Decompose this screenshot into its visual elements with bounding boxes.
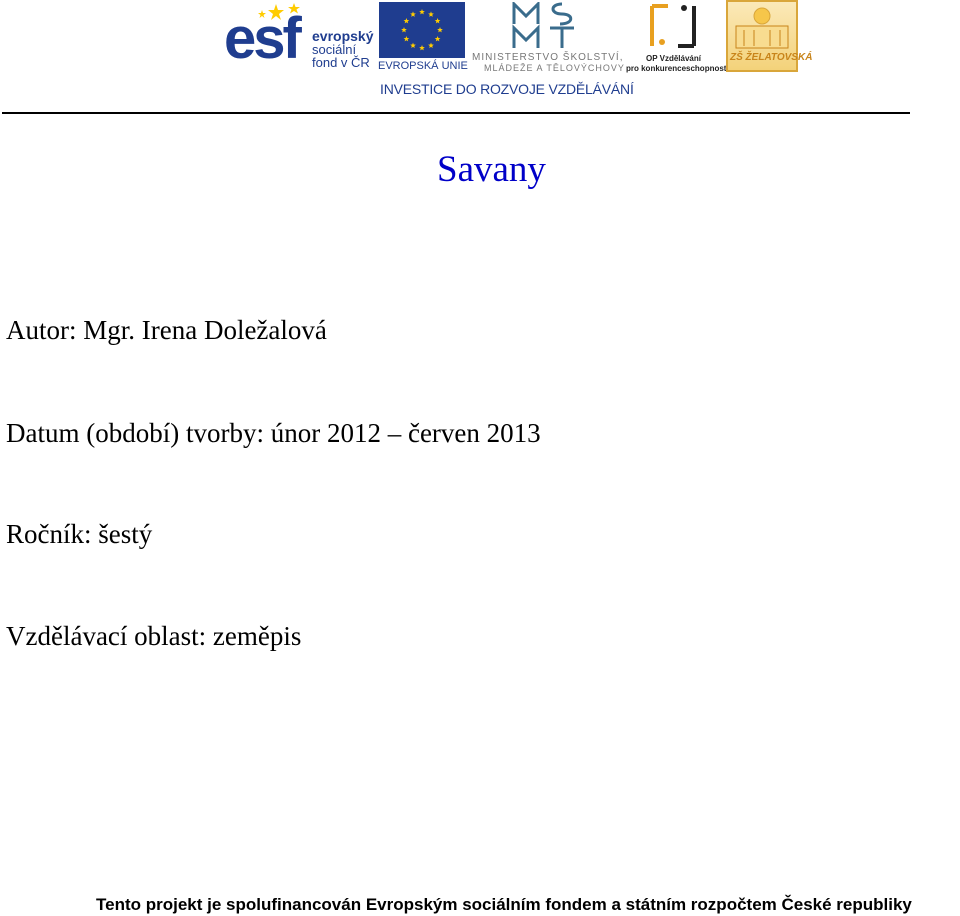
page-title: Savany [437,149,546,190]
msmt-line-2: MLÁDEŽE A TĚLOVÝCHOVY [484,63,625,73]
msmt-line-1: MINISTERSTVO ŠKOLSTVÍ, [472,52,624,63]
funding-footer: Tento projekt je spolufinancován Evropským sociálním fondem a státním rozpočtem České republiky [96,895,912,914]
esf-text [312,30,373,69]
esf-line-1: evropský [312,28,374,44]
eu-logo [378,2,466,72]
zs-building-icon [728,4,796,50]
eu-label: EVROPSKÁ UNIE [378,60,468,72]
investice-tagline: INVESTICE DO ROZVOJE VZDĚLÁVÁNÍ [380,81,634,97]
esf-line-2: sociální [312,42,357,57]
eu-flag-icon [379,2,465,58]
area-line: Vzdělávací oblast: zeměpis [6,621,302,651]
date-line: Datum (období) tvorby: únor 2012 – červen 2013 [6,418,541,448]
grade-line: Ročník: šestý [6,519,153,549]
op-logo [624,2,727,73]
esf-wordmark: esf [224,6,299,71]
logo-strip [0,0,960,110]
header-rule [2,112,910,114]
esf-logo [224,2,372,72]
msmt-mark-icon [510,2,580,50]
op-line-1: OP Vzdělávání [646,54,701,63]
op-line-2: pro konkurenceschopnost [626,64,727,73]
op-mark-icon [646,2,700,50]
zs-logo [726,0,813,72]
zs-label: ZŠ ŽELATOVSKÁ [730,52,813,63]
msmt-logo [470,2,625,73]
author-line: Autor: Mgr. Irena Doležalová [6,315,327,345]
esf-line-3: fond v ČR [312,55,370,70]
